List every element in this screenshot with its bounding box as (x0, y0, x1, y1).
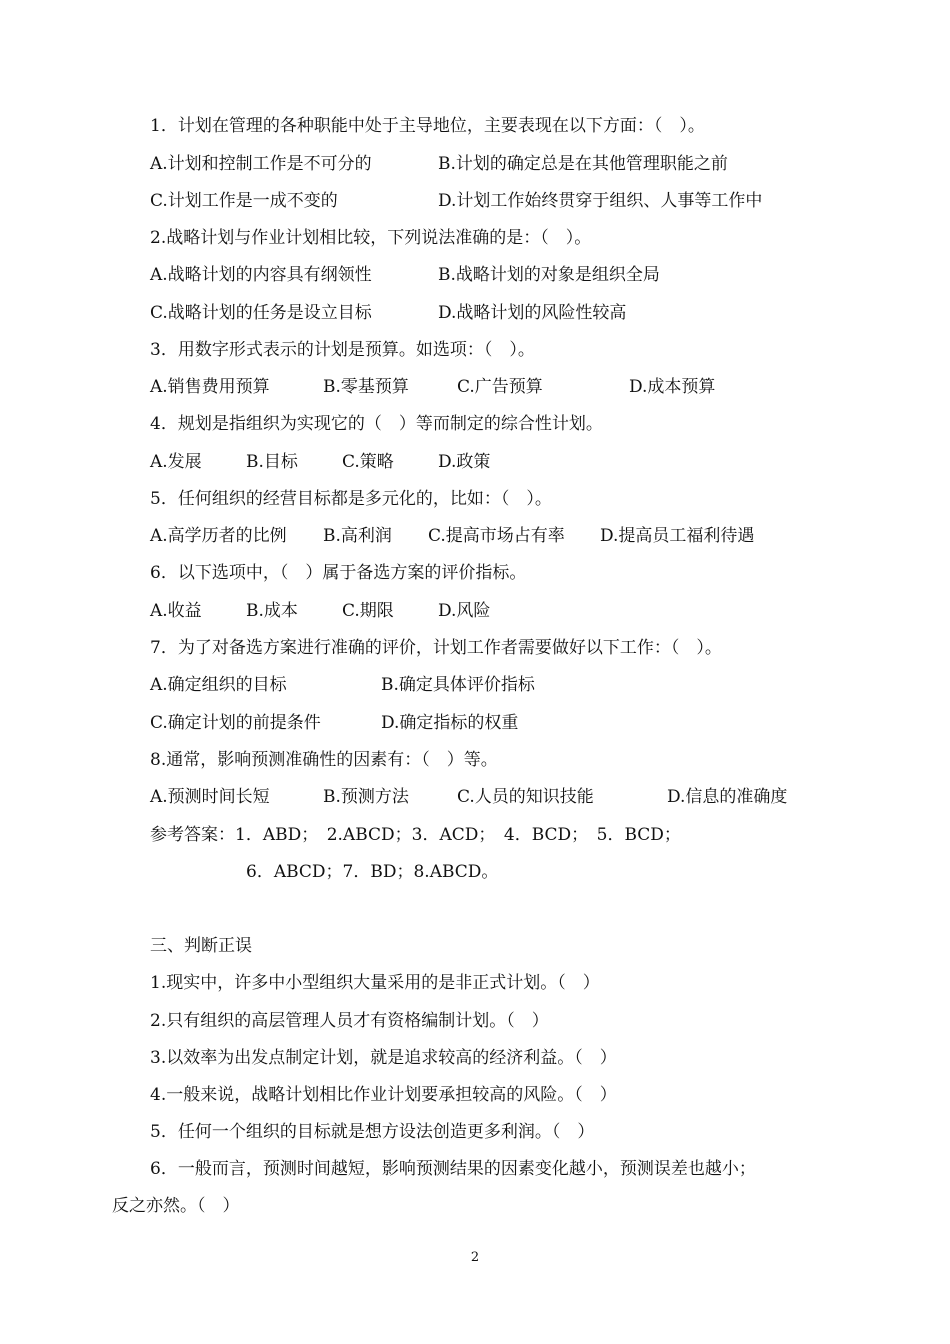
question-3-option-b: B.零基预算 (323, 377, 409, 397)
question-6-stem: 6．以下选项中，（ ）属于备选方案的评价指标。 (150, 563, 527, 583)
question-6-option-a: A.收益 (150, 601, 202, 621)
question-4-stem: 4．规划是指组织为实现它的（ ）等而制定的综合性计划。 (150, 414, 603, 434)
true-false-item-1: 1.现实中，许多中小型组织大量采用的是非正式计划。（ ） (150, 973, 600, 993)
question-6-option-b: B.成本 (246, 601, 298, 621)
answer-key-line-2: 6．ABCD；7．BD；8.ABCD。 (246, 862, 499, 882)
question-1-option-b: B.计划的确定总是在其他管理职能之前 (438, 154, 728, 174)
question-4-option-b: B.目标 (246, 452, 298, 472)
question-5-option-b: B.高利润 (323, 526, 392, 546)
question-4-option-c: C.策略 (342, 452, 394, 472)
question-1-option-c: C.计划工作是一成不变的 (150, 191, 338, 211)
question-2-stem: 2.战略计划与作业计划相比较，下列说法准确的是：（ ）。 (150, 228, 592, 248)
question-2-option-c: C.战略计划的任务是设立目标 (150, 303, 372, 323)
question-7-option-b: B.确定具体评价指标 (381, 675, 535, 695)
question-6-option-c: C.期限 (342, 601, 394, 621)
question-8-option-c: C.人员的知识技能 (457, 787, 594, 807)
question-3-option-a: A.销售费用预算 (150, 377, 270, 397)
page-number: 2 (470, 1250, 480, 1265)
question-4-option-a: A.发展 (150, 452, 202, 472)
question-5-option-d: D.提高员工福利待遇 (600, 526, 755, 546)
question-1-stem: 1．计划在管理的各种职能中处于主导地位，主要表现在以下方面：（ ）。 (150, 116, 705, 136)
true-false-item-5: 5．任何一个组织的目标就是想方设法创造更多利润。（ ） (150, 1122, 595, 1142)
question-8-option-a: A.预测时间长短 (150, 787, 270, 807)
question-1-option-d: D.计划工作始终贯穿于组织、人事等工作中 (438, 191, 763, 211)
question-4-option-d: D.政策 (438, 452, 491, 472)
question-2-option-a: A.战略计划的内容具有纲领性 (150, 265, 372, 285)
question-3-option-c: C.广告预算 (457, 377, 543, 397)
question-7-option-d: D.确定指标的权重 (381, 713, 519, 733)
true-false-item-4: 4.一般来说，战略计划相比作业计划要承担较高的风险。（ ） (150, 1085, 617, 1105)
question-8-option-d: D.信息的准确度 (667, 787, 788, 807)
question-2-option-d: D.战略计划的风险性较高 (438, 303, 627, 323)
question-7-option-c: C.确定计划的前提条件 (150, 713, 321, 733)
true-false-item-2: 2.只有组织的高层管理人员才有资格编制计划。（ ） (150, 1011, 549, 1031)
question-7-stem: 7．为了对备选方案进行准确的评价，计划工作者需要做好以下工作：（ ）。 (150, 638, 722, 658)
question-1-option-a: A.计划和控制工作是不可分的 (150, 154, 372, 174)
question-3-stem: 3．用数字形式表示的计划是预算。如选项：（ ）。 (150, 340, 535, 360)
question-6-option-d: D.风险 (438, 601, 491, 621)
question-7-option-a: A.确定组织的目标 (150, 675, 287, 695)
section-3-title: 三、判断正误 (150, 936, 252, 956)
question-2-option-b: B.战略计划的对象是组织全局 (438, 265, 660, 285)
question-3-option-d: D.成本预算 (629, 377, 716, 397)
question-8-option-b: B.预测方法 (323, 787, 409, 807)
question-5-option-a: A.高学历者的比例 (150, 526, 287, 546)
question-5-option-c: C.提高市场占有率 (428, 526, 565, 546)
true-false-item-6-line-1: 6．一般而言，预测时间越短，影响预测结果的因素变化越小，预测误差也越小； (150, 1159, 756, 1179)
answer-key-line-1: 参考答案：1．ABD； 2.ABCD；3．ACD； 4．BCD； 5．BCD； (150, 825, 681, 845)
true-false-item-3: 3.以效率为出发点制定计划，就是追求较高的经济利益。（ ） (150, 1048, 617, 1068)
question-8-stem: 8.通常，影响预测准确性的因素有：（ ）等。 (150, 750, 498, 770)
true-false-item-6-line-2: 反之亦然。（ ） (112, 1196, 240, 1216)
question-5-stem: 5．任何组织的经营目标都是多元化的，比如：（ ）。 (150, 489, 552, 509)
